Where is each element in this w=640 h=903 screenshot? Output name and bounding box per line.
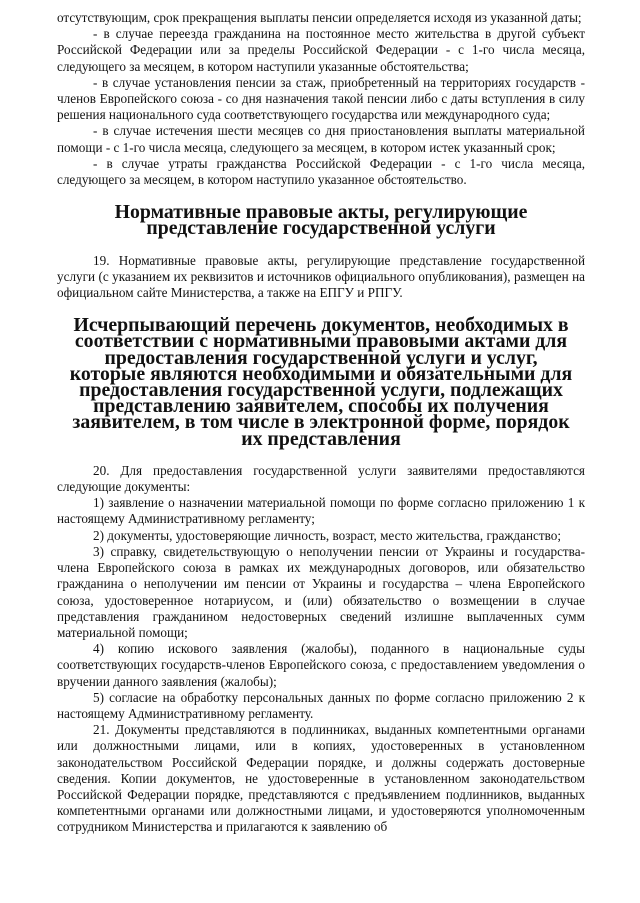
paragraph-relocation: - в случае переезда гражданина на постоянное место жительства в другой субъект Российской Федерации или за пределы Российской Федерации - с 1-го числа месяца, следующего за месяцем, в котором наступили указанные обстоятельства; (57, 26, 585, 74)
paragraph-20: 20. Для предоставления государственной услуги заявителями предоставляются следующие документы: (57, 462, 585, 495)
paragraph-six-months: - в случае истечения шести месяцев со дня приостановления выплаты материальной помощи - с 1-го числа месяца, следующего за месяцем, в котором истек указанный срок; (57, 123, 585, 155)
section-heading-documents-list: Исчерпывающий перечень документов, необходимых в соответствии с нормативными правовыми актами для предоставления государственной услуги и услуг, которые являются необходимыми и обязательными для предоставления государственной услуги, подлежащих представлению заявителем, способы их получения заявителем, в том числе в электронной форме, порядок их представления (69, 314, 573, 450)
list-item-3: 3) справку, свидетельствующую о неполучении пенсии от Украины и государства-члена Европейского союза в рамках их международных договоров, или обязательство гражданина о неполучении им пенсии от Украины и государства – члена Европейского союза, удостоверенное нотариусом, и (или) обязательство о возмещении в случае представления гражданином недостоверных сведений излишне выплаченных сумм материальной помощи; (57, 543, 585, 640)
list-item-1: 1) заявление о назначении материальной помощи по форме согласно приложению 1 к настоящему Административному регламенту; (57, 495, 585, 527)
paragraph-citizenship: - в случае утраты гражданства Российской Федерации - с 1-го числа месяца, следующего за месяцем, в котором наступило указанное обстоятельство. (57, 155, 585, 188)
paragraph-19: 19. Нормативные правовые акты, регулирующие представление государственной услуги (с указанием их реквизитов и источников официального опубликования), размещен на официальном сайте Министерства, а также на ЕПГУ и РПГУ. (57, 252, 585, 301)
paragraph-continuation: отсутствующим, срок прекращения выплаты пенсии определяется исходя из указанной даты; (57, 10, 582, 25)
paragraph-21: 21. Документы представляются в подлинниках, выданных компетентными органами или должностными лицами, или в копиях, удостоверенных в установленном законодательством Российской Федерации порядке, и должны содержать достоверные сведения. Копии документов, не удостоверенные в установленном законодательством Российской Федерации порядке, представляются с предъявлением подлинников, выданных компетентными органами или должностными лицами, и удостоверяются уполномоченным сотрудником Министерства и прилагаются к заявлению об (57, 722, 585, 835)
list-item-4: 4) копию искового заявления (жалобы), поданного в национальные суды соответствующих государств-членов Европейского союза, с предоставлением уведомления о вручении данного заявления (жалобы); (57, 641, 585, 689)
list-item-5: 5) согласие на обработку персональных данных по форме согласно приложению 2 к настоящему Административному регламенту. (57, 689, 585, 721)
section-heading-normative-acts: Нормативные правовые акты, регулирующие представление государственной услуги (114, 201, 528, 240)
paragraph-eu-pension: - в случае установления пенсии за стаж, приобретенный на территориях государств - членов Европейского союза - со дня назначения такой пенсии либо с даты вступления в силу решения национального суда соответствующего государства или международного суда; (57, 74, 585, 123)
document-page (57, 10, 585, 836)
list-item-2: 2) документы, удостоверяющие личность, возраст, место жительства, гражданство; (93, 527, 562, 543)
